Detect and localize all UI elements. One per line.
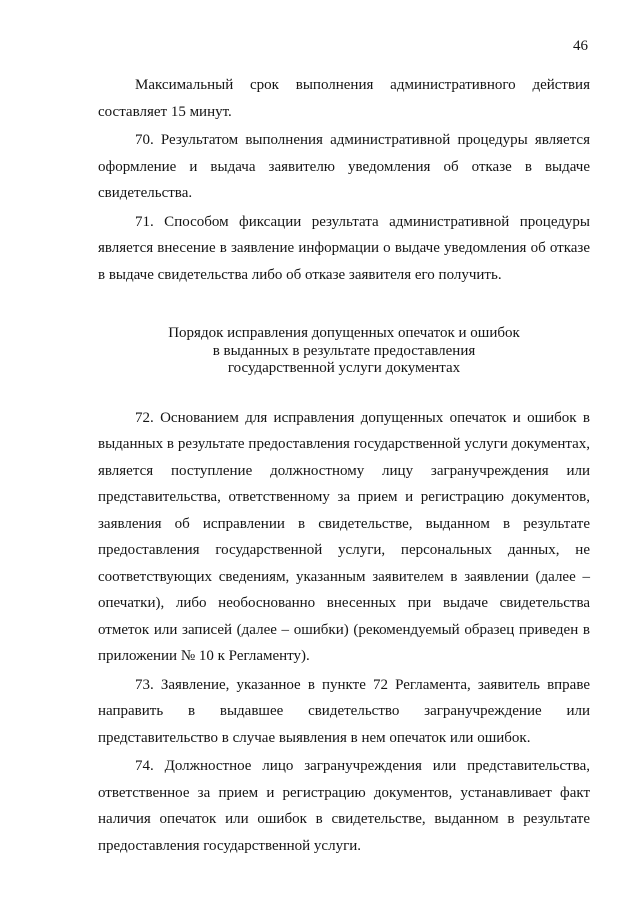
paragraph-max-duration: Максимальный срок выполнения административного действия составляет 15 минут. xyxy=(98,77,590,120)
document-body xyxy=(98,72,590,861)
section-heading-line: государственной услуги документах xyxy=(227,360,461,376)
paragraph-71: 71. Способом фиксации результата административной процедуры является внесение в заявление информации о выдаче уведомления об отказе в выдаче свидетельства либо об отказе заявителя его получить. xyxy=(98,213,590,283)
page-number: 46 xyxy=(573,38,588,54)
paragraph-74: 74. Должностное лицо загранучреждения или представительства, ответственное за прием и регистрацию документов, устанавливает факт наличия опечаток или ошибок в свидетельстве, выданном в результате предоставления государственной услуги. xyxy=(98,758,590,854)
paragraph-70: 70. Результатом выполнения административной процедуры является оформление и выдача заявителю уведомления об отказе в выдаче свидетельства. xyxy=(98,132,590,201)
section-heading-line: Порядок исправления допущенных опечаток и ошибок xyxy=(168,325,520,341)
paragraph-73: 73. Заявление, указанное в пункте 72 Регламента, заявитель вправе направить в выдавшее свидетельство загранучреждение или представительство в случае выявления в нем опечаток или ошибок. xyxy=(98,676,590,746)
section-heading-line: в выданных в результате предоставления xyxy=(212,342,476,359)
section-heading xyxy=(98,325,590,378)
paragraph-72: 72. Основанием для исправления допущенных опечаток и ошибок в выданных в результате предоставления государственной услуги документах, является поступление должностному лицу загранучреждения или представительства, ответственному за прием и регистрацию документов, заявления об исправлении в свидетельстве, выданном в результате предоставления государственной услуги, персональных данных, не соответствующих сведениям, указанным заявителем в заявлении (далее – опечатки), либо необоснованно внесенных при выдаче свидетельства отметок или записей (далее – ошибки) (рекомендуемый образец приведен в приложении № 10 к Регламенту). xyxy=(98,409,590,664)
